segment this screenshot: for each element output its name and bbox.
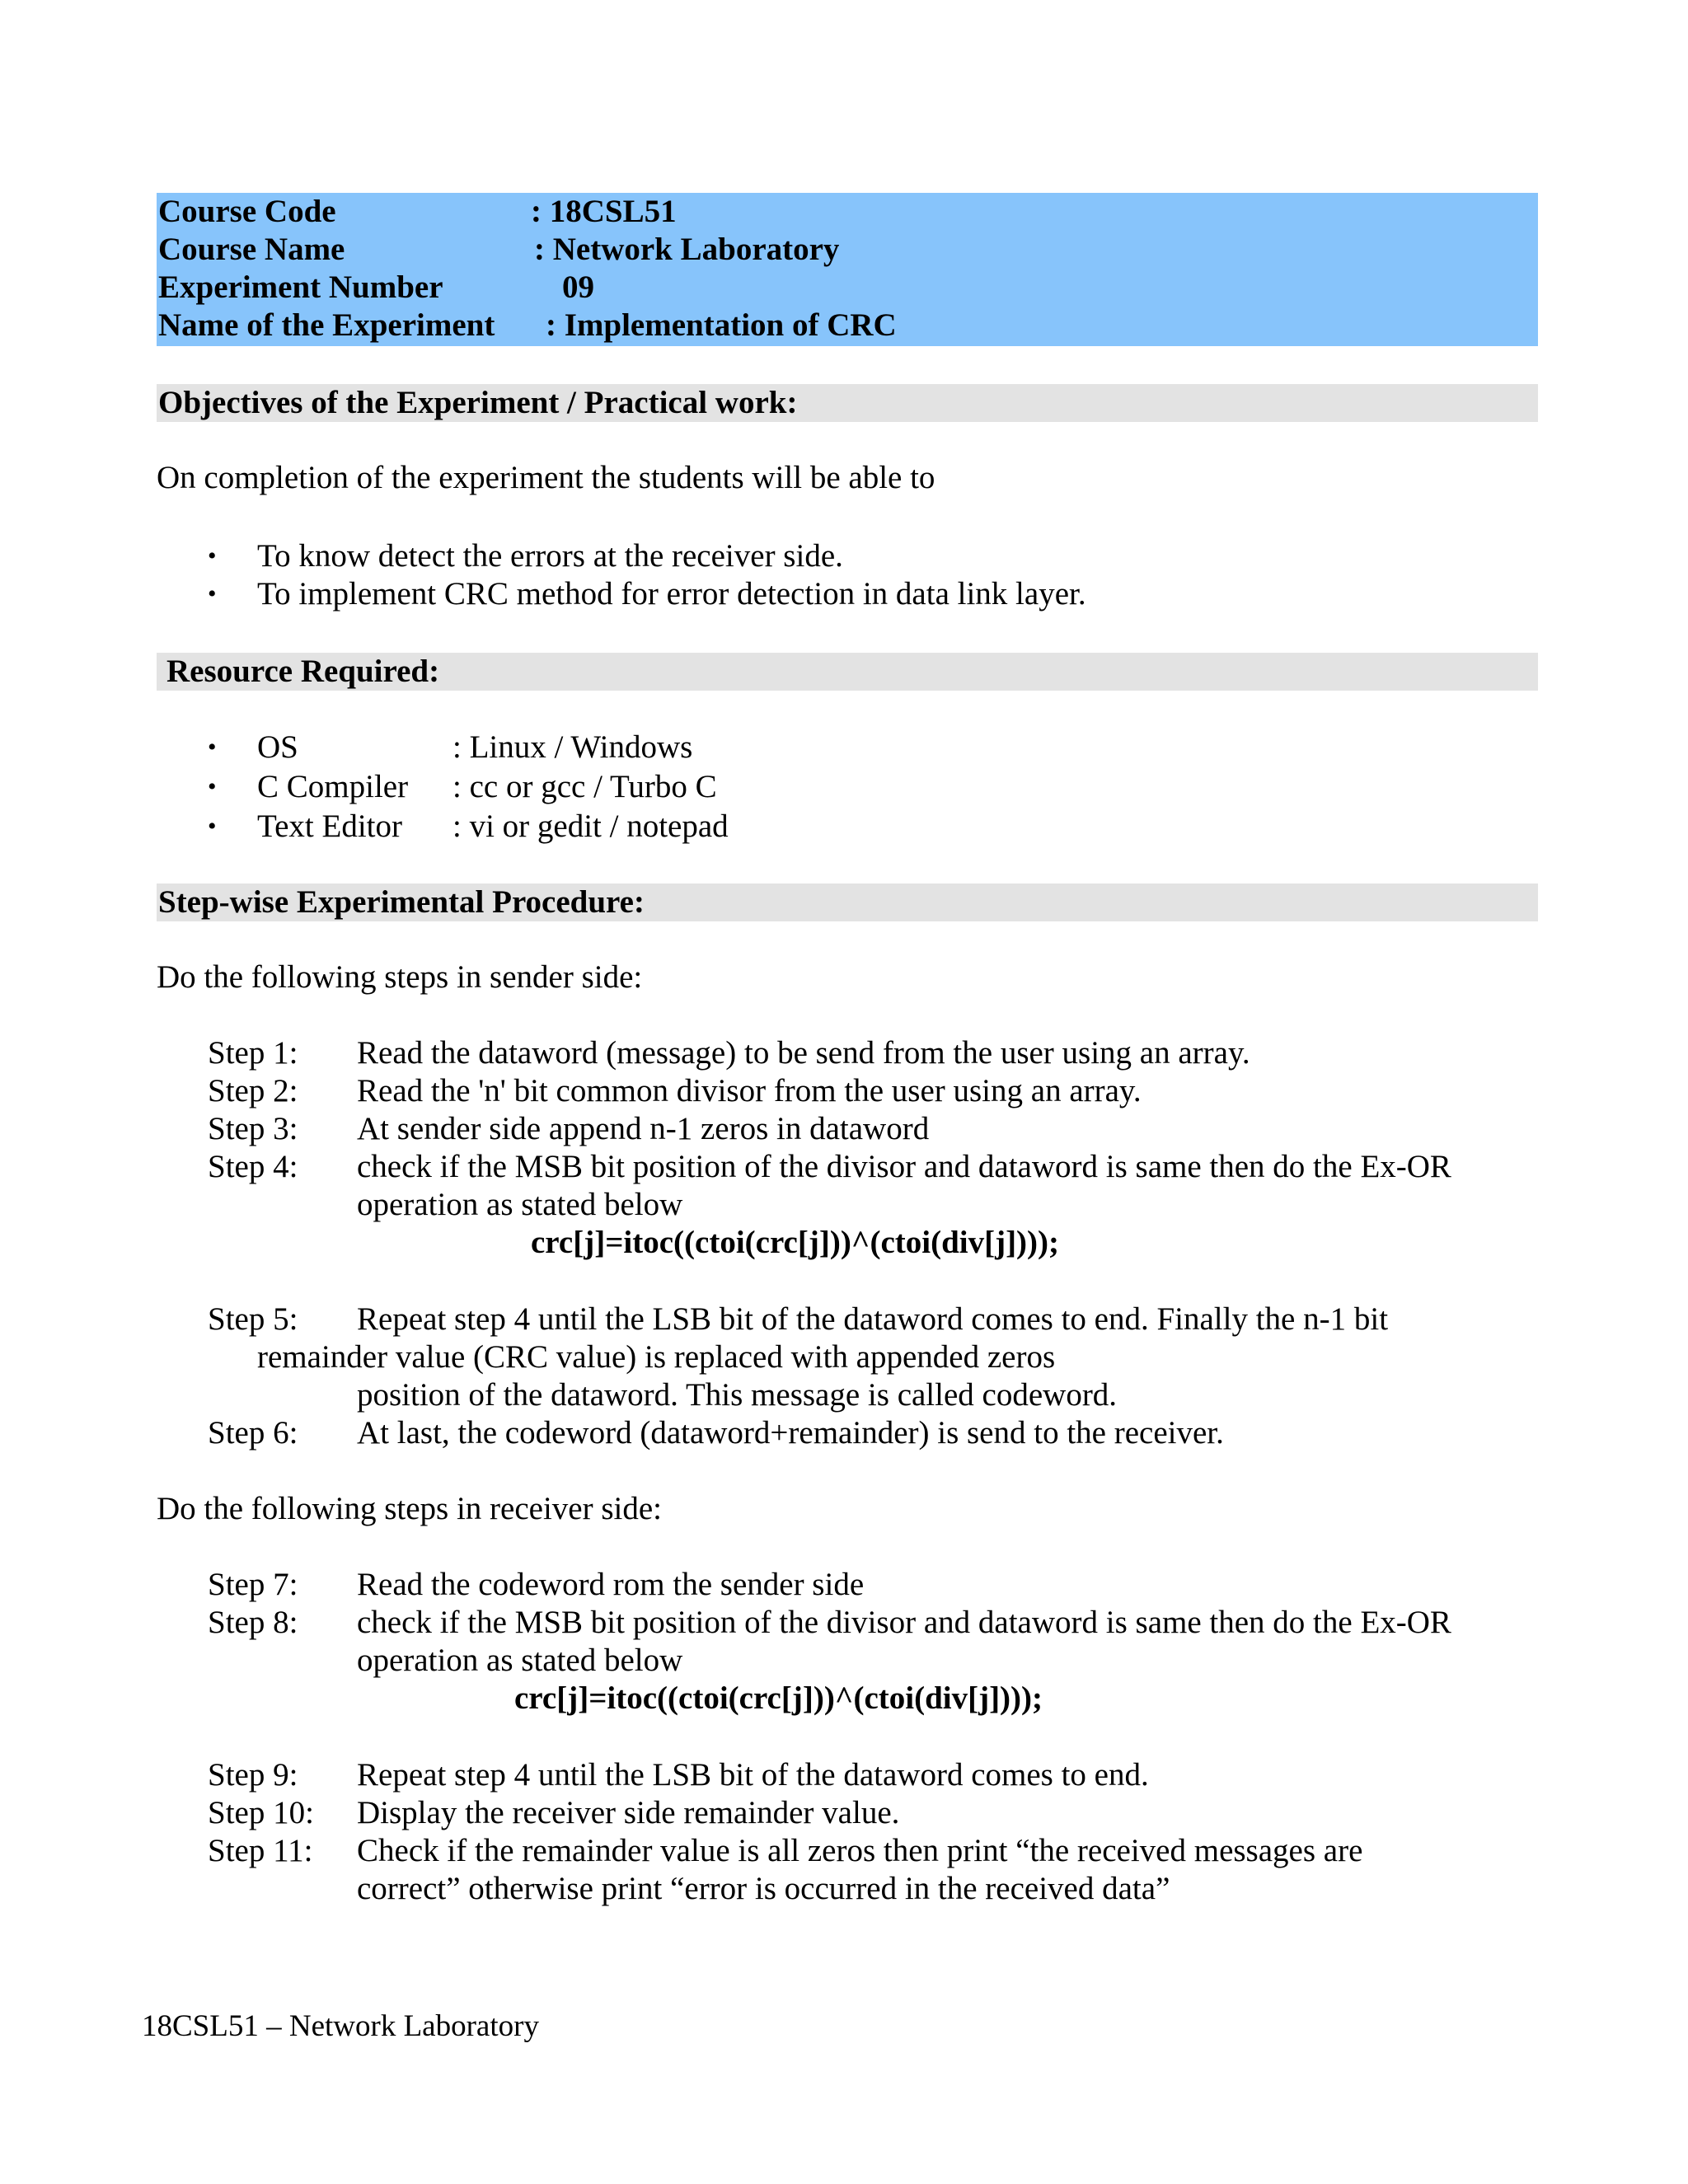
step-label: Step 9: <box>208 1757 298 1793</box>
step-text: Display the receiver side remainder value. <box>357 1795 900 1830</box>
step-text-continued: operation as stated below <box>357 1187 683 1222</box>
step-text: At last, the codeword (dataword+remainder) is send to the receiver. <box>357 1415 1224 1451</box>
step-text: Check if the remainder value is all zeros then print “the received messages are <box>357 1833 1363 1868</box>
bullet-icon: • <box>208 773 217 800</box>
resource-value: : Linux / Windows <box>452 729 693 765</box>
step-text: Read the codeword rom the sender side <box>357 1567 865 1602</box>
bullet-icon: • <box>208 813 217 840</box>
code-line: crc[j]=itoc((ctoi(crc[j]))^(ctoi(div[j]))); <box>514 1680 1043 1716</box>
step-label: Step 3: <box>208 1111 298 1146</box>
experiment-name-value: : Implementation of CRC <box>546 307 897 343</box>
step-text: check if the MSB bit position of the divisor and dataword is same then do the Ex-OR <box>357 1605 1451 1640</box>
step-text: At sender side append n-1 zeros in dataword <box>357 1111 930 1146</box>
step-text-continued: correct” otherwise print “error is occurred in the received data” <box>357 1871 1170 1906</box>
objectives-intro: On completion of the experiment the students will be able to <box>157 460 935 495</box>
bullet-icon: • <box>208 580 217 607</box>
step-label: Step 10: <box>208 1795 314 1830</box>
step-text-continued: position of the dataword. This message is called codeword. <box>357 1377 1118 1413</box>
bullet-icon: • <box>208 733 217 761</box>
course-name-label: Course Name <box>158 232 345 267</box>
page-footer: 18CSL51 – Network Laboratory <box>142 2009 539 2043</box>
step-text: Read the dataword (message) to be send from the user using an array. <box>357 1035 1250 1071</box>
objectives-heading: Objectives of the Experiment / Practical work: <box>158 385 798 420</box>
resource-value: : cc or gcc / Turbo C <box>452 769 717 804</box>
step-label: Step 1: <box>208 1035 298 1071</box>
course-code-label: Course Code <box>158 194 336 229</box>
procedure-heading-bar <box>157 883 1538 921</box>
objective-item: To know detect the errors at the receiver side. <box>257 538 843 574</box>
sender-intro: Do the following steps in sender side: <box>157 959 643 995</box>
step-text: Repeat step 4 until the LSB bit of the dataword comes to end. <box>357 1757 1149 1793</box>
step-text-continued: remainder value (CRC value) is replaced with appended zeros <box>257 1339 1056 1375</box>
step-label: Step 2: <box>208 1073 298 1108</box>
step-text: Read the 'n' bit common divisor from the user using an array. <box>357 1073 1142 1108</box>
resources-heading: Resource Required: <box>166 654 440 689</box>
resource-name: OS <box>257 729 298 765</box>
bullet-icon: • <box>208 542 217 569</box>
step-label: Step 5: <box>208 1301 298 1337</box>
procedure-heading: Step-wise Experimental Procedure: <box>158 884 645 920</box>
course-info-box <box>157 193 1538 346</box>
code-line: crc[j]=itoc((ctoi(crc[j]))^(ctoi(div[j]))); <box>531 1225 1060 1260</box>
course-name-value: : Network Laboratory <box>534 232 840 267</box>
experiment-name-label: Name of the Experiment <box>158 307 495 343</box>
step-text: check if the MSB bit position of the divisor and dataword is same then do the Ex-OR <box>357 1149 1451 1184</box>
resources-heading-bar <box>157 653 1538 691</box>
objectives-heading-bar <box>157 384 1538 422</box>
experiment-number-value: 09 <box>562 269 594 305</box>
step-label: Step 8: <box>208 1605 298 1640</box>
step-text: Repeat step 4 until the LSB bit of the dataword comes to end. Finally the n-1 bit <box>357 1301 1389 1337</box>
step-label: Step 6: <box>208 1415 298 1451</box>
receiver-intro: Do the following steps in receiver side: <box>157 1491 663 1526</box>
step-text-continued: operation as stated below <box>357 1643 683 1678</box>
resource-name: Text Editor <box>257 808 402 844</box>
step-label: Step 4: <box>208 1149 298 1184</box>
experiment-number-label: Experiment Number <box>158 269 443 305</box>
objective-item: To implement CRC method for error detection in data link layer. <box>257 576 1086 612</box>
resource-name: C Compiler <box>257 769 409 804</box>
step-label: Step 11: <box>208 1833 313 1868</box>
course-code-value: : 18CSL51 <box>531 194 677 229</box>
resource-value: : vi or gedit / notepad <box>452 808 729 844</box>
step-label: Step 7: <box>208 1567 298 1602</box>
